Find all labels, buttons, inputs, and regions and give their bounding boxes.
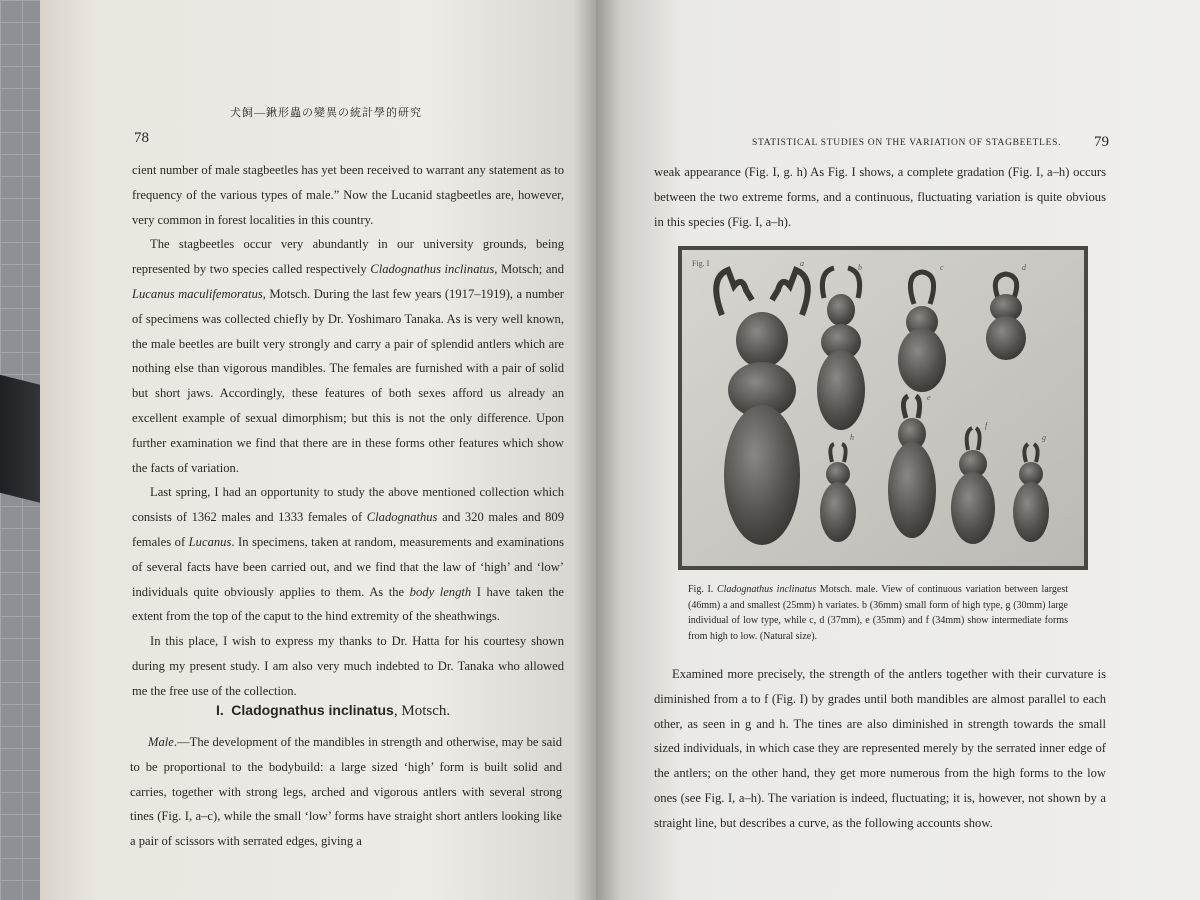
plate-label-d: d	[1022, 263, 1026, 272]
left-body-text	[132, 158, 564, 704]
figure-caption: Fig. I. Cladognathus inclinatus Motsch. male. View of continuous variation between largest (46mm) a and smallest (25mm) h variates. b (36mm) small form of high type, g (30mm) large individual of low type, while c, d (37mm), e (35mm) and f (34mm) show intermediate forms from high to low. (Natural size).	[688, 584, 1069, 642]
plate-label-h: h	[850, 433, 854, 442]
paragraph-2: The stagbeetles occur very abundantly in our university grounds, being represented by two species called respectively Cladognathus inclinatus, Motsch; and Lucanus maculifemoratus, Motsch. During the last few years (1917–1919), a number of specimens was collected chiefly by Dr. Yoshimaro Tanaka. As is very well known, the male beetles are built very strongly and carry a pair of splendid antlers which are nothing else than vigorous mandibles. The females are furnished with a pair of solid but short jaws. Accordingly, these features of both sexes afford us already an excellent example of sexual dimorphism; but this is not the only difference. Upon further examination we find that there are in these forms other features which show the facts of variation.	[132, 237, 565, 475]
left-page-number: 78	[134, 130, 149, 146]
paragraph-1: cient number of male stagbeetles has yet been received to warrant any statement as to frequency of the various types of male.” Now the Lucanid stagbeetles are, however, very common in forest localities in this country.	[132, 163, 564, 227]
beetle-plate-figure	[678, 246, 1088, 570]
right-paragraph-1: weak appearance (Fig. I, g. h) As Fig. I shows, a complete gradation (Fig. I, a–h) occurs between the two extreme forms, and a continuous, fluctuating variation is quite obvious in this species (Fig. I, a–h).	[654, 165, 1106, 229]
plate-label-a: a	[800, 259, 804, 268]
paragraph-3: Last spring, I had an opportunity to study the above mentioned collection which consists of 1362 males and 1333 females of Cladognathus and 320 males and 809 females of Lucanus. In specimens, taken at random, measurements and examinations of several facts have been carried out, and we find that the law of ‘high’ and ‘low’ individuals quite obviously applies to them. As the body length I have taken the extent from the top of the caput to the hind extremity of the sheathwings.	[132, 485, 565, 624]
paragraph-4: In this place, I wish to express my thanks to Dr. Hatta for his courtesy shown during my present study. I am also very much indebted to Dr. Tanaka who allowed me the free use of the collection.	[132, 634, 564, 698]
right-page-number: 79	[1094, 134, 1109, 150]
left-page	[40, 0, 596, 900]
male-paragraph: Male.—The development of the mandibles in strength and otherwise, may be said to be proportional to the bodybuild: a large sized ‘high’ form is built solid and carries, together with strong legs, arched and vigorous antlers with several strong tines (Fig. I, a–c), while the small ‘low’ forms have straight short antlers looking like a pair of scissors with serrated edges, giving a	[130, 735, 562, 849]
left-running-head: 犬飼—鍬形蟲の變異の統計學的研究	[230, 107, 422, 119]
right-running-head: STATISTICAL STUDIES ON THE VARIATION OF STAGBEETLES.	[752, 138, 1062, 148]
plate-label-f: f	[985, 421, 988, 430]
beetle-photograph	[682, 250, 1084, 566]
right-paragraph-2: Examined more precisely, the strength of the antlers together with their curvature is diminished from a to f (Fig. I) by grades until both mandibles are almost parallel to each other, as seen in g and h. The tines are also diminished in strength towards the small sized individuals, in which case they are represented merely by the serrated inner edge of the antlers; on the other hand, they get more numerous from the high forms to the low ones (see Fig. I, a–h). The variation is indeed, fluctuating; it is, however, not shown by a straight line, but describes a curve, as the following accounts show.	[654, 667, 1106, 830]
right-page	[596, 0, 1200, 900]
section-heading: I. Cladognathus inclinatus, Motsch.	[216, 702, 451, 719]
plate-label-e: e	[927, 393, 931, 402]
plate-label-c: c	[940, 263, 944, 272]
plate-corner-label: Fig. I	[692, 259, 710, 268]
plate-label-g: g	[1042, 433, 1046, 442]
plate-label-b: b	[858, 263, 862, 272]
